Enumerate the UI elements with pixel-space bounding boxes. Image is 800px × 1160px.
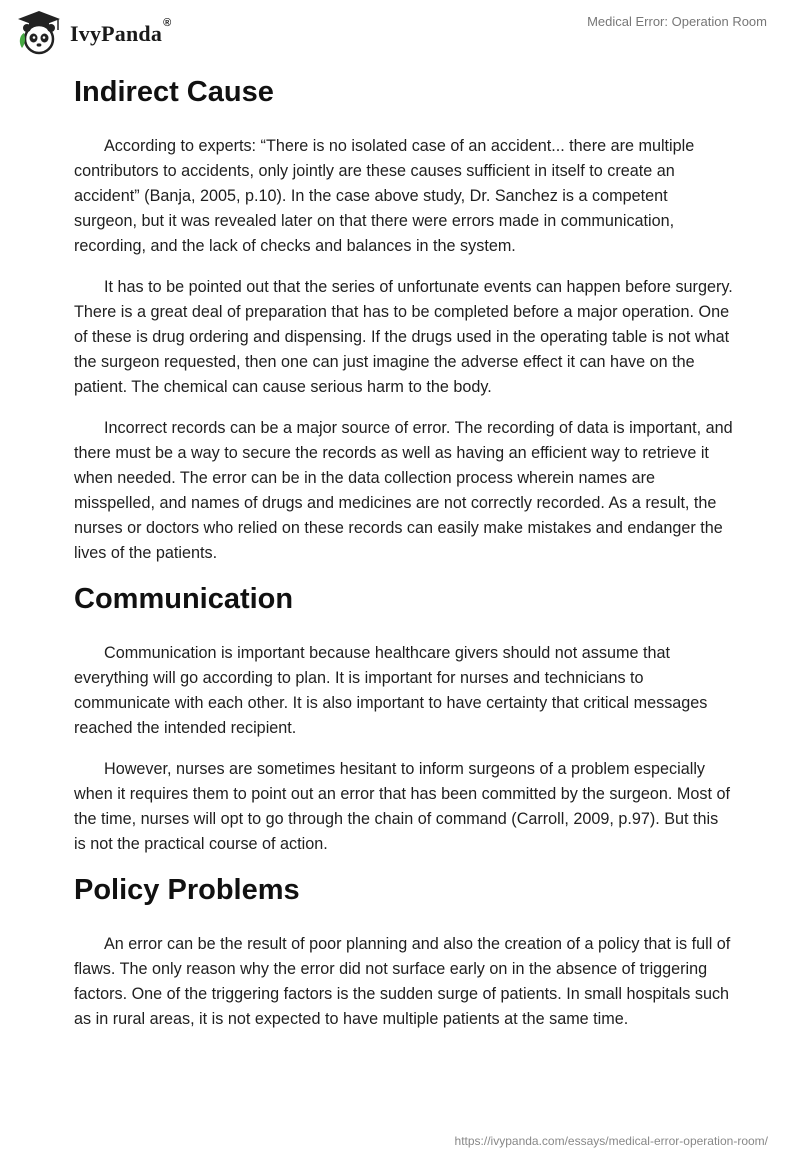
paragraph: According to experts: “There is no isolated case of an accident... there are multiple contributors to accidents, only jointly are these causes sufficient in itself to create an accident” (Banja, 2005, p.10). In the case above study, Dr. Sanchez is a competent surgeon, but it was revealed later on that there were errors made in communication, recording, and the lack of checks and balances in the system.	[74, 137, 695, 255]
section-heading-indirect-cause: Indirect Cause	[74, 76, 274, 108]
paragraph: An error can be the result of poor planning and also the creation of a policy that is full of flaws. The only reason why the error did not surface early on in the absence of triggering factors. One of the triggering factors is the sudden surge of patients. In small hospitals such as in rural areas, it is not expected to have multiple patients at the same time.	[74, 935, 731, 1028]
source-url[interactable]: https://ivypanda.com/essays/medical-error-operation-room/	[454, 1134, 768, 1148]
brand-name: IvyPanda®	[70, 17, 172, 46]
essay-body	[74, 70, 734, 1032]
page-header	[0, 0, 800, 64]
section-heading-communication: Communication	[74, 583, 294, 615]
paragraph: It has to be pointed out that the series of unfortunate events can happen before surgery. There is a great deal of preparation that has to be completed before a major operation. One of these is drug ordering and dispensing. If the drugs used in the operating table is not what the surgeon requested, then one can just imagine the adverse effect it can have on the patient. The chemical can cause serious harm to the body.	[74, 278, 733, 396]
section-heading-policy-problems: Policy Problems	[74, 874, 300, 906]
panda-graduate-icon	[14, 8, 64, 58]
paragraph: Communication is important because healthcare givers should not assume that everything will go according to plan. It is important for nurses and technicians to communicate with each other. It is also important to have certainty that critical messages reached the intended recipient.	[74, 644, 708, 737]
ivypanda-logo[interactable]	[14, 8, 171, 58]
document-title: Medical Error: Operation Room	[587, 14, 767, 29]
paragraph: However, nurses are sometimes hesitant to inform surgeons of a problem especially when it requires them to point out an error that has been committed by the surgeon. Most of the time, nurses will opt to go through the chain of command (Carroll, 2009, p.97). But this is not the practical course of action.	[74, 760, 730, 853]
paragraph: Incorrect records can be a major source of error. The recording of data is important, and there must be a way to secure the records as well as having an efficient way to retrieve it when needed. The error can be in the data collection process wherein names are misspelled, and names of drugs and medicines are not correctly recorded. As a result, the nurses or doctors who relied on these records can easily make mistakes and endanger the lives of the patients.	[74, 419, 733, 562]
